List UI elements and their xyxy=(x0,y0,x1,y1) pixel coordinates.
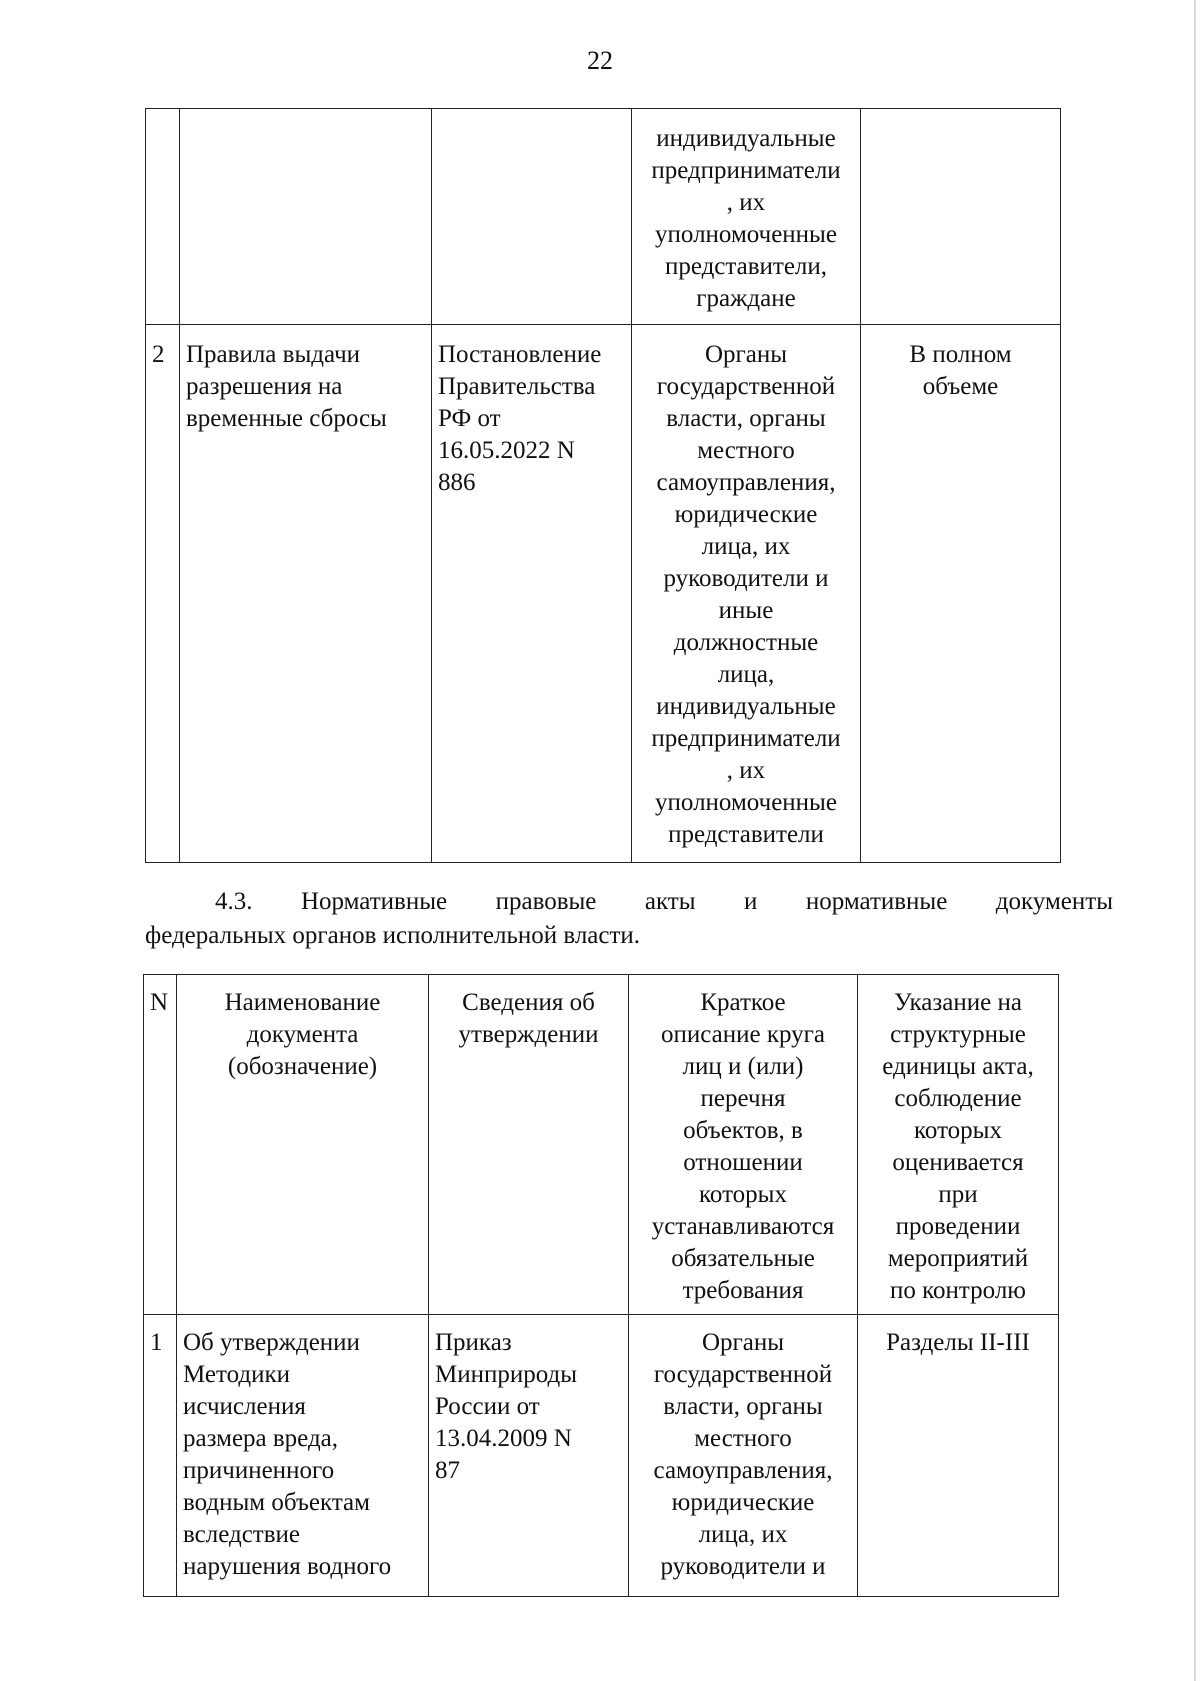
approval-info-cell xyxy=(432,109,632,325)
header-approval-info: Сведения об утверждении xyxy=(429,975,629,1315)
header-document-name: Наименование документа (обозначение) xyxy=(177,975,429,1315)
header-number: N xyxy=(144,975,177,1315)
table-header-row xyxy=(144,975,1059,1315)
structural-units-cell: Разделы II-III xyxy=(858,1315,1059,1597)
scan-edge-line xyxy=(1194,0,1196,1681)
table-row xyxy=(146,325,1061,863)
row-number-cell xyxy=(146,109,180,325)
table-row xyxy=(144,1315,1059,1597)
row-number-cell: 2 xyxy=(146,325,180,863)
federal-acts-table xyxy=(143,974,1059,1597)
subjects-description-cell: Органы государственной власти, органы местного самоуправления, юридические лица, их руководители и xyxy=(629,1315,858,1597)
row-number-cell: 1 xyxy=(144,1315,177,1597)
section-heading-line-1: 4.3. Нормативные правовые акты и нормативные документы xyxy=(215,888,1113,915)
section-heading-line-2: федеральных органов исполнительной власти. xyxy=(145,922,641,949)
table-row xyxy=(146,109,1061,325)
subjects-description-cell: индивидуальные предприниматели , их уполномоченные представители, граждане xyxy=(632,109,861,325)
approval-info-cell: Постановление Правительства РФ от 16.05.2022 N 886 xyxy=(432,325,632,863)
approval-info-cell: Приказ Минприроды России от 13.04.2009 N 87 xyxy=(429,1315,629,1597)
structural-units-cell xyxy=(861,109,1061,325)
header-subjects-description: Краткое описание круга лиц и (или) перечня объектов, в отношении которых устанавливаются обязательные требования xyxy=(629,975,858,1315)
document-name-cell: Правила выдачи разрешения на временные сбросы xyxy=(180,325,432,863)
header-structural-units: Указание на структурные единицы акта, соблюдение которых оценивается при проведении мероприятий по контролю xyxy=(858,975,1059,1315)
subjects-description-cell: Органы государственной власти, органы местного самоуправления, юридические лица, их руководители и иные должностные лица, индивидуальные предприниматели , их уполномоченные представители xyxy=(632,325,861,863)
section-heading xyxy=(145,885,1113,953)
page-number: 22 xyxy=(587,46,613,75)
structural-units-cell: В полном объеме xyxy=(861,325,1061,863)
document-name-cell xyxy=(180,109,432,325)
document-name-cell: Об утверждении Методики исчисления размера вреда, причиненного водным объектам вследствие нарушения водного xyxy=(177,1315,429,1597)
documents-table-continued xyxy=(145,108,1061,863)
